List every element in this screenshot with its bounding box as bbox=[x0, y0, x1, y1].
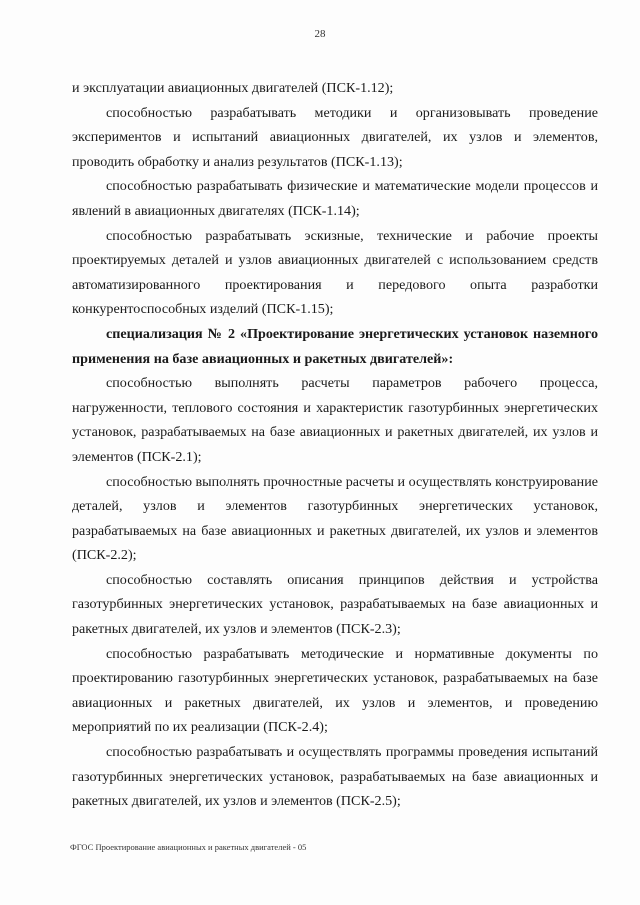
paragraph-psk-1-14: способностью разрабатывать физические и математические модели процессов и явлений в авиационных двигателях (ПСК-1.14); bbox=[72, 178, 598, 219]
paragraph-psk-2-3: способностью составлять описания принципов действия и устройства газотурбинных энергетических установок, разрабатываемых на базе авиационных и ракетных двигателей, их узлов и элементов (ПСК-2.3); bbox=[72, 571, 598, 638]
specialization-heading: специализация № 2 «Проектирование энергетических установок наземного применения на базе авиационных и ракетных двигателей»: bbox=[72, 325, 598, 367]
paragraph-continuation: и эксплуатации авиационных двигателей (ПСК-1.12); bbox=[72, 80, 394, 96]
paragraph-psk-2-4: способностью разрабатывать методические и нормативные документы по проектированию газотурбинных энергетических установок, разрабатываемых на базе авиационных и ракетных двигателей, их узлов и элементов, и проведению мероприятий по их реализации (ПСК-2.4); bbox=[72, 645, 598, 736]
paragraph-psk-2-1: способностью выполнять расчеты параметров рабочего процесса, нагруженности, теплового состояния и характеристик газотурбинных энергетических установок, разрабатываемых на базе авиационных и ракетных двигателей, их узлов и элементов (ПСК-2.1); bbox=[72, 375, 598, 465]
page-footer: ФГОС Проектирование авиационных и ракетных двигателей - 05 bbox=[70, 842, 307, 852]
paragraph-psk-2-5: способностью разрабатывать и осуществлять программы проведения испытаний газотурбинных энергетических установок, разрабатываемых на базе авиационных и ракетных двигателей, их узлов и элементов (ПСК-2.5); bbox=[72, 744, 598, 810]
paragraph-psk-2-2: способностью выполнять прочностные расчеты и осуществлять конструирование деталей, узлов и элементов газотурбинных энергетических установок, разрабатываемых на базе авиационных и ракетных двигателей, их узлов и элементов (ПСК-2.2); bbox=[72, 473, 598, 564]
page-number: 28 bbox=[314, 28, 326, 40]
paragraph-psk-1-15: способностью разрабатывать эскизные, технические и рабочие проекты проектируемых деталей и узлов авиационных двигателей с использованием средств автоматизированного проектирования и передового опыта разработки конкурентоспособных изделий (ПСК-1.15); bbox=[72, 227, 598, 318]
document-body bbox=[72, 76, 598, 814]
paragraph-psk-1-13: способностью разрабатывать методики и организовывать проведение экспериментов и испытаний авиационных двигателей, их узлов и элементов, проводить обработку и анализ результатов (ПСК-1.13); bbox=[72, 104, 598, 170]
